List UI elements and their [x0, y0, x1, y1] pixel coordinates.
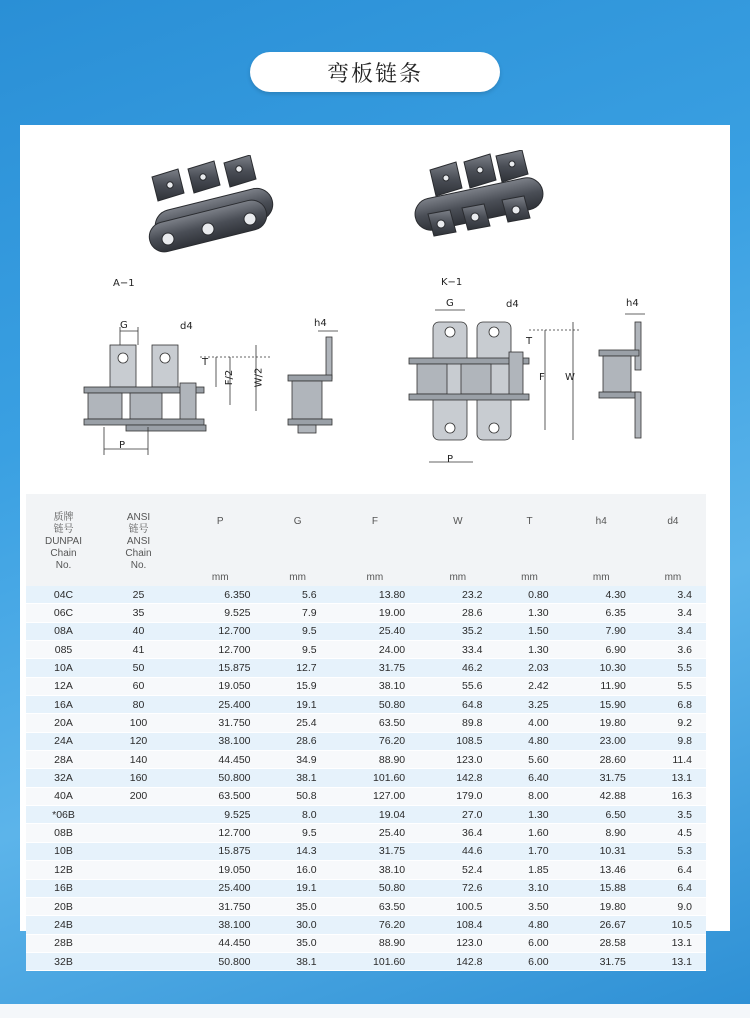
- table-cell: 4.80: [496, 732, 562, 750]
- table-cell: 9.5: [265, 622, 331, 640]
- table-cell: 1.50: [496, 622, 562, 640]
- table-cell: 40: [101, 622, 176, 640]
- table-cell: 50.80: [331, 696, 420, 714]
- table-cell: 11.90: [563, 677, 640, 695]
- table-cell: 4.30: [563, 586, 640, 604]
- dim-p-a1: P: [119, 440, 126, 451]
- table-cell: 28.6: [419, 604, 496, 622]
- table-cell: 10.31: [563, 842, 640, 860]
- table-cell: 15.875: [176, 842, 265, 860]
- header-t: T: [496, 494, 562, 572]
- table-cell: 15.88: [563, 879, 640, 897]
- table-cell: 38.1: [265, 769, 331, 787]
- table-row: [26, 696, 706, 714]
- table-cell: 38.10: [331, 861, 420, 879]
- table-cell: 6.50: [563, 806, 640, 824]
- table-cell: 35.2: [419, 622, 496, 640]
- table-cell: 100.5: [419, 897, 496, 915]
- table-cell: 13.80: [331, 586, 420, 604]
- dim-t-k1: T: [526, 336, 533, 347]
- table-cell: 3.6: [640, 641, 706, 659]
- table-row: [26, 842, 706, 860]
- table-cell: 31.750: [176, 897, 265, 915]
- table-cell: 5.6: [265, 586, 331, 604]
- table-cell: 2.42: [496, 677, 562, 695]
- dim-d4-k1: d4: [506, 299, 519, 310]
- table-cell: 28B: [26, 934, 101, 952]
- header-p: P: [176, 494, 265, 572]
- table-cell: 24.00: [331, 641, 420, 659]
- table-cell: [101, 897, 176, 915]
- table-cell: 142.8: [419, 769, 496, 787]
- table-cell: 38.100: [176, 916, 265, 934]
- table-cell: 20B: [26, 897, 101, 915]
- table-cell: 50: [101, 659, 176, 677]
- a1-side-drawing: [280, 315, 350, 440]
- table-cell: 100: [101, 714, 176, 732]
- table-cell: 38.1: [265, 952, 331, 970]
- table-row: [26, 586, 706, 604]
- table-cell: 6.4: [640, 861, 706, 879]
- dim-f-k1: F: [539, 372, 545, 383]
- table-cell: 9.0: [640, 897, 706, 915]
- table-cell: 12.700: [176, 622, 265, 640]
- table-cell: 8.00: [496, 787, 562, 805]
- table-cell: 9.525: [176, 604, 265, 622]
- table-cell: 16A: [26, 696, 101, 714]
- header-chain: 质牌 链号 DUNPAI Chain No.: [26, 494, 101, 572]
- unit-g: mm: [265, 572, 331, 586]
- table-cell: 44.450: [176, 934, 265, 952]
- dim-h4-a1: h4: [314, 318, 327, 329]
- table-cell: 25.4: [265, 714, 331, 732]
- figure-a1-label: A−1: [113, 278, 135, 289]
- table-cell: 41: [101, 641, 176, 659]
- table-cell: 12.700: [176, 641, 265, 659]
- table-cell: 46.2: [419, 659, 496, 677]
- unit-t: mm: [496, 572, 562, 586]
- table-cell: 76.20: [331, 732, 420, 750]
- figure-k1-label: K−1: [441, 277, 463, 288]
- bottom-strip: [0, 1004, 750, 1018]
- table-row: [26, 732, 706, 750]
- table-cell: 25.400: [176, 696, 265, 714]
- table-cell: 9.2: [640, 714, 706, 732]
- table-cell: 35.0: [265, 934, 331, 952]
- unit-f: mm: [331, 572, 420, 586]
- table-cell: 19.00: [331, 604, 420, 622]
- dim-w2-a1: W/2: [253, 367, 265, 388]
- table-cell: [101, 824, 176, 842]
- table-cell: 50.800: [176, 952, 265, 970]
- a1-front-drawing: [80, 315, 280, 465]
- table-cell: 19.80: [563, 897, 640, 915]
- table-cell: 13.46: [563, 861, 640, 879]
- table-cell: 120: [101, 732, 176, 750]
- table-row: [26, 604, 706, 622]
- table-cell: 80: [101, 696, 176, 714]
- table-cell: 123.0: [419, 751, 496, 769]
- table-row: [26, 751, 706, 769]
- dim-d4-a1: d4: [180, 321, 193, 332]
- table-cell: [101, 916, 176, 934]
- table-cell: 4.80: [496, 916, 562, 934]
- header-ansi: ANSI 链号 ANSI Chain No.: [101, 494, 176, 572]
- table-cell: 11.4: [640, 751, 706, 769]
- table-cell: 12.700: [176, 824, 265, 842]
- table-cell: 3.4: [640, 604, 706, 622]
- table-row: [26, 916, 706, 934]
- table-cell: 35: [101, 604, 176, 622]
- table-cell: 6.8: [640, 696, 706, 714]
- table-cell: 9.525: [176, 806, 265, 824]
- table-row: [26, 861, 706, 879]
- table-cell: 24A: [26, 732, 101, 750]
- table-cell: 5.60: [496, 751, 562, 769]
- table-cell: 72.6: [419, 879, 496, 897]
- spec-table: [26, 494, 706, 971]
- table-cell: 31.75: [563, 952, 640, 970]
- table-cell: 35.0: [265, 897, 331, 915]
- table-cell: 50.800: [176, 769, 265, 787]
- table-cell: 28.58: [563, 934, 640, 952]
- k1-side-drawing: [595, 300, 665, 440]
- table-row: [26, 787, 706, 805]
- table-cell: 19.050: [176, 677, 265, 695]
- table-row: [26, 879, 706, 897]
- table-cell: *06B: [26, 806, 101, 824]
- table-cell: 19.1: [265, 879, 331, 897]
- table-cell: 3.4: [640, 586, 706, 604]
- table-cell: 19.1: [265, 696, 331, 714]
- table-cell: 5.3: [640, 842, 706, 860]
- table-cell: 123.0: [419, 934, 496, 952]
- table-cell: 13.1: [640, 769, 706, 787]
- table-cell: 25.400: [176, 879, 265, 897]
- table-cell: 3.5: [640, 806, 706, 824]
- table-cell: 36.4: [419, 824, 496, 842]
- table-cell: 16B: [26, 879, 101, 897]
- table-cell: 31.75: [563, 769, 640, 787]
- table-row: [26, 714, 706, 732]
- table-cell: 108.4: [419, 916, 496, 934]
- table-cell: 63.500: [176, 787, 265, 805]
- table-cell: 8.90: [563, 824, 640, 842]
- table-cell: 76.20: [331, 916, 420, 934]
- table-cell: 12.7: [265, 659, 331, 677]
- table-cell: 40A: [26, 787, 101, 805]
- dim-p-k1: P: [447, 454, 454, 465]
- table-row: [26, 952, 706, 970]
- table-row: [26, 806, 706, 824]
- table-cell: 10.30: [563, 659, 640, 677]
- table-cell: 50.80: [331, 879, 420, 897]
- table-cell: 4.5: [640, 824, 706, 842]
- table-cell: 0.80: [496, 586, 562, 604]
- table-row: [26, 824, 706, 842]
- header-h4: h4: [563, 494, 640, 572]
- table-cell: 6.4: [640, 879, 706, 897]
- table-cell: 101.60: [331, 952, 420, 970]
- table-cell: 04C: [26, 586, 101, 604]
- table-cell: 1.30: [496, 604, 562, 622]
- table-cell: 3.4: [640, 622, 706, 640]
- unit-h4: mm: [563, 572, 640, 586]
- table-cell: 89.8: [419, 714, 496, 732]
- dim-f2-a1: F/2: [224, 369, 236, 386]
- table-cell: 179.0: [419, 787, 496, 805]
- table-cell: [101, 806, 176, 824]
- table-cell: 19.80: [563, 714, 640, 732]
- table-cell: 16.3: [640, 787, 706, 805]
- unit-w: mm: [419, 572, 496, 586]
- table-cell: 20A: [26, 714, 101, 732]
- dim-g-k1: G: [446, 298, 454, 309]
- table-cell: 2.03: [496, 659, 562, 677]
- table-cell: 3.50: [496, 897, 562, 915]
- table-cell: 6.350: [176, 586, 265, 604]
- table-cell: [101, 952, 176, 970]
- header-w: W: [419, 494, 496, 572]
- table-cell: 6.00: [496, 952, 562, 970]
- table-cell: [101, 861, 176, 879]
- table-cell: 23.2: [419, 586, 496, 604]
- table-cell: 1.60: [496, 824, 562, 842]
- spec-table-body: [26, 586, 706, 971]
- table-cell: 28.60: [563, 751, 640, 769]
- table-cell: 32A: [26, 769, 101, 787]
- header-d4: d4: [640, 494, 706, 572]
- table-cell: 23.00: [563, 732, 640, 750]
- table-cell: 101.60: [331, 769, 420, 787]
- unit-d4: mm: [640, 572, 706, 586]
- chain-k1-photo: [410, 150, 560, 250]
- table-cell: 25.40: [331, 622, 420, 640]
- table-cell: 9.5: [265, 824, 331, 842]
- table-row: [26, 897, 706, 915]
- table-cell: 19.050: [176, 861, 265, 879]
- table-row: [26, 641, 706, 659]
- table-cell: 200: [101, 787, 176, 805]
- table-cell: 3.10: [496, 879, 562, 897]
- table-cell: 7.9: [265, 604, 331, 622]
- table-cell: [101, 842, 176, 860]
- dim-w-k1: W: [565, 372, 575, 383]
- table-cell: 140: [101, 751, 176, 769]
- table-cell: 1.70: [496, 842, 562, 860]
- table-cell: 108.5: [419, 732, 496, 750]
- table-cell: 1.85: [496, 861, 562, 879]
- table-row: [26, 934, 706, 952]
- table-cell: 1.30: [496, 806, 562, 824]
- table-cell: 13.1: [640, 952, 706, 970]
- table-cell: 142.8: [419, 952, 496, 970]
- table-cell: 33.4: [419, 641, 496, 659]
- table-cell: 88.90: [331, 751, 420, 769]
- table-cell: [101, 934, 176, 952]
- table-cell: 26.67: [563, 916, 640, 934]
- table-cell: 10A: [26, 659, 101, 677]
- table-cell: 38.100: [176, 732, 265, 750]
- chain-a1-photo: [140, 155, 300, 255]
- table-cell: 42.88: [563, 787, 640, 805]
- table-cell: 5.5: [640, 677, 706, 695]
- table-cell: 25: [101, 586, 176, 604]
- header-g: G: [265, 494, 331, 572]
- table-cell: 12B: [26, 861, 101, 879]
- table-cell: 19.04: [331, 806, 420, 824]
- table-cell: 6.35: [563, 604, 640, 622]
- table-cell: 6.40: [496, 769, 562, 787]
- table-cell: 27.0: [419, 806, 496, 824]
- table-cell: 6.00: [496, 934, 562, 952]
- table-cell: 38.10: [331, 677, 420, 695]
- table-cell: 127.00: [331, 787, 420, 805]
- table-cell: 4.00: [496, 714, 562, 732]
- table-cell: 08B: [26, 824, 101, 842]
- table-cell: 50.8: [265, 787, 331, 805]
- table-cell: 7.90: [563, 622, 640, 640]
- table-cell: 52.4: [419, 861, 496, 879]
- dim-h4-k1: h4: [626, 298, 639, 309]
- table-cell: 16.0: [265, 861, 331, 879]
- table-cell: 44.6: [419, 842, 496, 860]
- table-cell: 88.90: [331, 934, 420, 952]
- dim-t-a1: T: [202, 357, 209, 368]
- table-cell: 10.5: [640, 916, 706, 934]
- page-title: 弯板链条: [250, 52, 500, 92]
- table-cell: 085: [26, 641, 101, 659]
- table-cell: 9.8: [640, 732, 706, 750]
- table-cell: 31.75: [331, 659, 420, 677]
- header-f: F: [331, 494, 420, 572]
- table-cell: 15.90: [563, 696, 640, 714]
- table-cell: 13.1: [640, 934, 706, 952]
- table-cell: 32B: [26, 952, 101, 970]
- table-cell: 34.9: [265, 751, 331, 769]
- table-cell: 44.450: [176, 751, 265, 769]
- k1-front-drawing: [405, 300, 585, 470]
- table-cell: 30.0: [265, 916, 331, 934]
- table-cell: 1.30: [496, 641, 562, 659]
- table-cell: 160: [101, 769, 176, 787]
- table-cell: 63.50: [331, 897, 420, 915]
- table-cell: 9.5: [265, 641, 331, 659]
- unit-p: mm: [176, 572, 265, 586]
- table-cell: 15.875: [176, 659, 265, 677]
- table-cell: 25.40: [331, 824, 420, 842]
- table-cell: 08A: [26, 622, 101, 640]
- table-row: [26, 769, 706, 787]
- table-cell: 63.50: [331, 714, 420, 732]
- table-cell: 60: [101, 677, 176, 695]
- dim-g-a1: G: [120, 320, 128, 331]
- table-cell: 14.3: [265, 842, 331, 860]
- table-row: [26, 622, 706, 640]
- table-cell: 06C: [26, 604, 101, 622]
- table-cell: 31.750: [176, 714, 265, 732]
- table-cell: 10B: [26, 842, 101, 860]
- table-cell: 5.5: [640, 659, 706, 677]
- table-cell: 8.0: [265, 806, 331, 824]
- table-cell: 3.25: [496, 696, 562, 714]
- table-cell: 15.9: [265, 677, 331, 695]
- table-row: [26, 659, 706, 677]
- table-cell: [101, 879, 176, 897]
- table-cell: 28A: [26, 751, 101, 769]
- table-cell: 28.6: [265, 732, 331, 750]
- table-cell: 24B: [26, 916, 101, 934]
- table-cell: 12A: [26, 677, 101, 695]
- table-row: [26, 677, 706, 695]
- table-cell: 31.75: [331, 842, 420, 860]
- table-cell: 55.6: [419, 677, 496, 695]
- table-cell: 6.90: [563, 641, 640, 659]
- table-cell: 64.8: [419, 696, 496, 714]
